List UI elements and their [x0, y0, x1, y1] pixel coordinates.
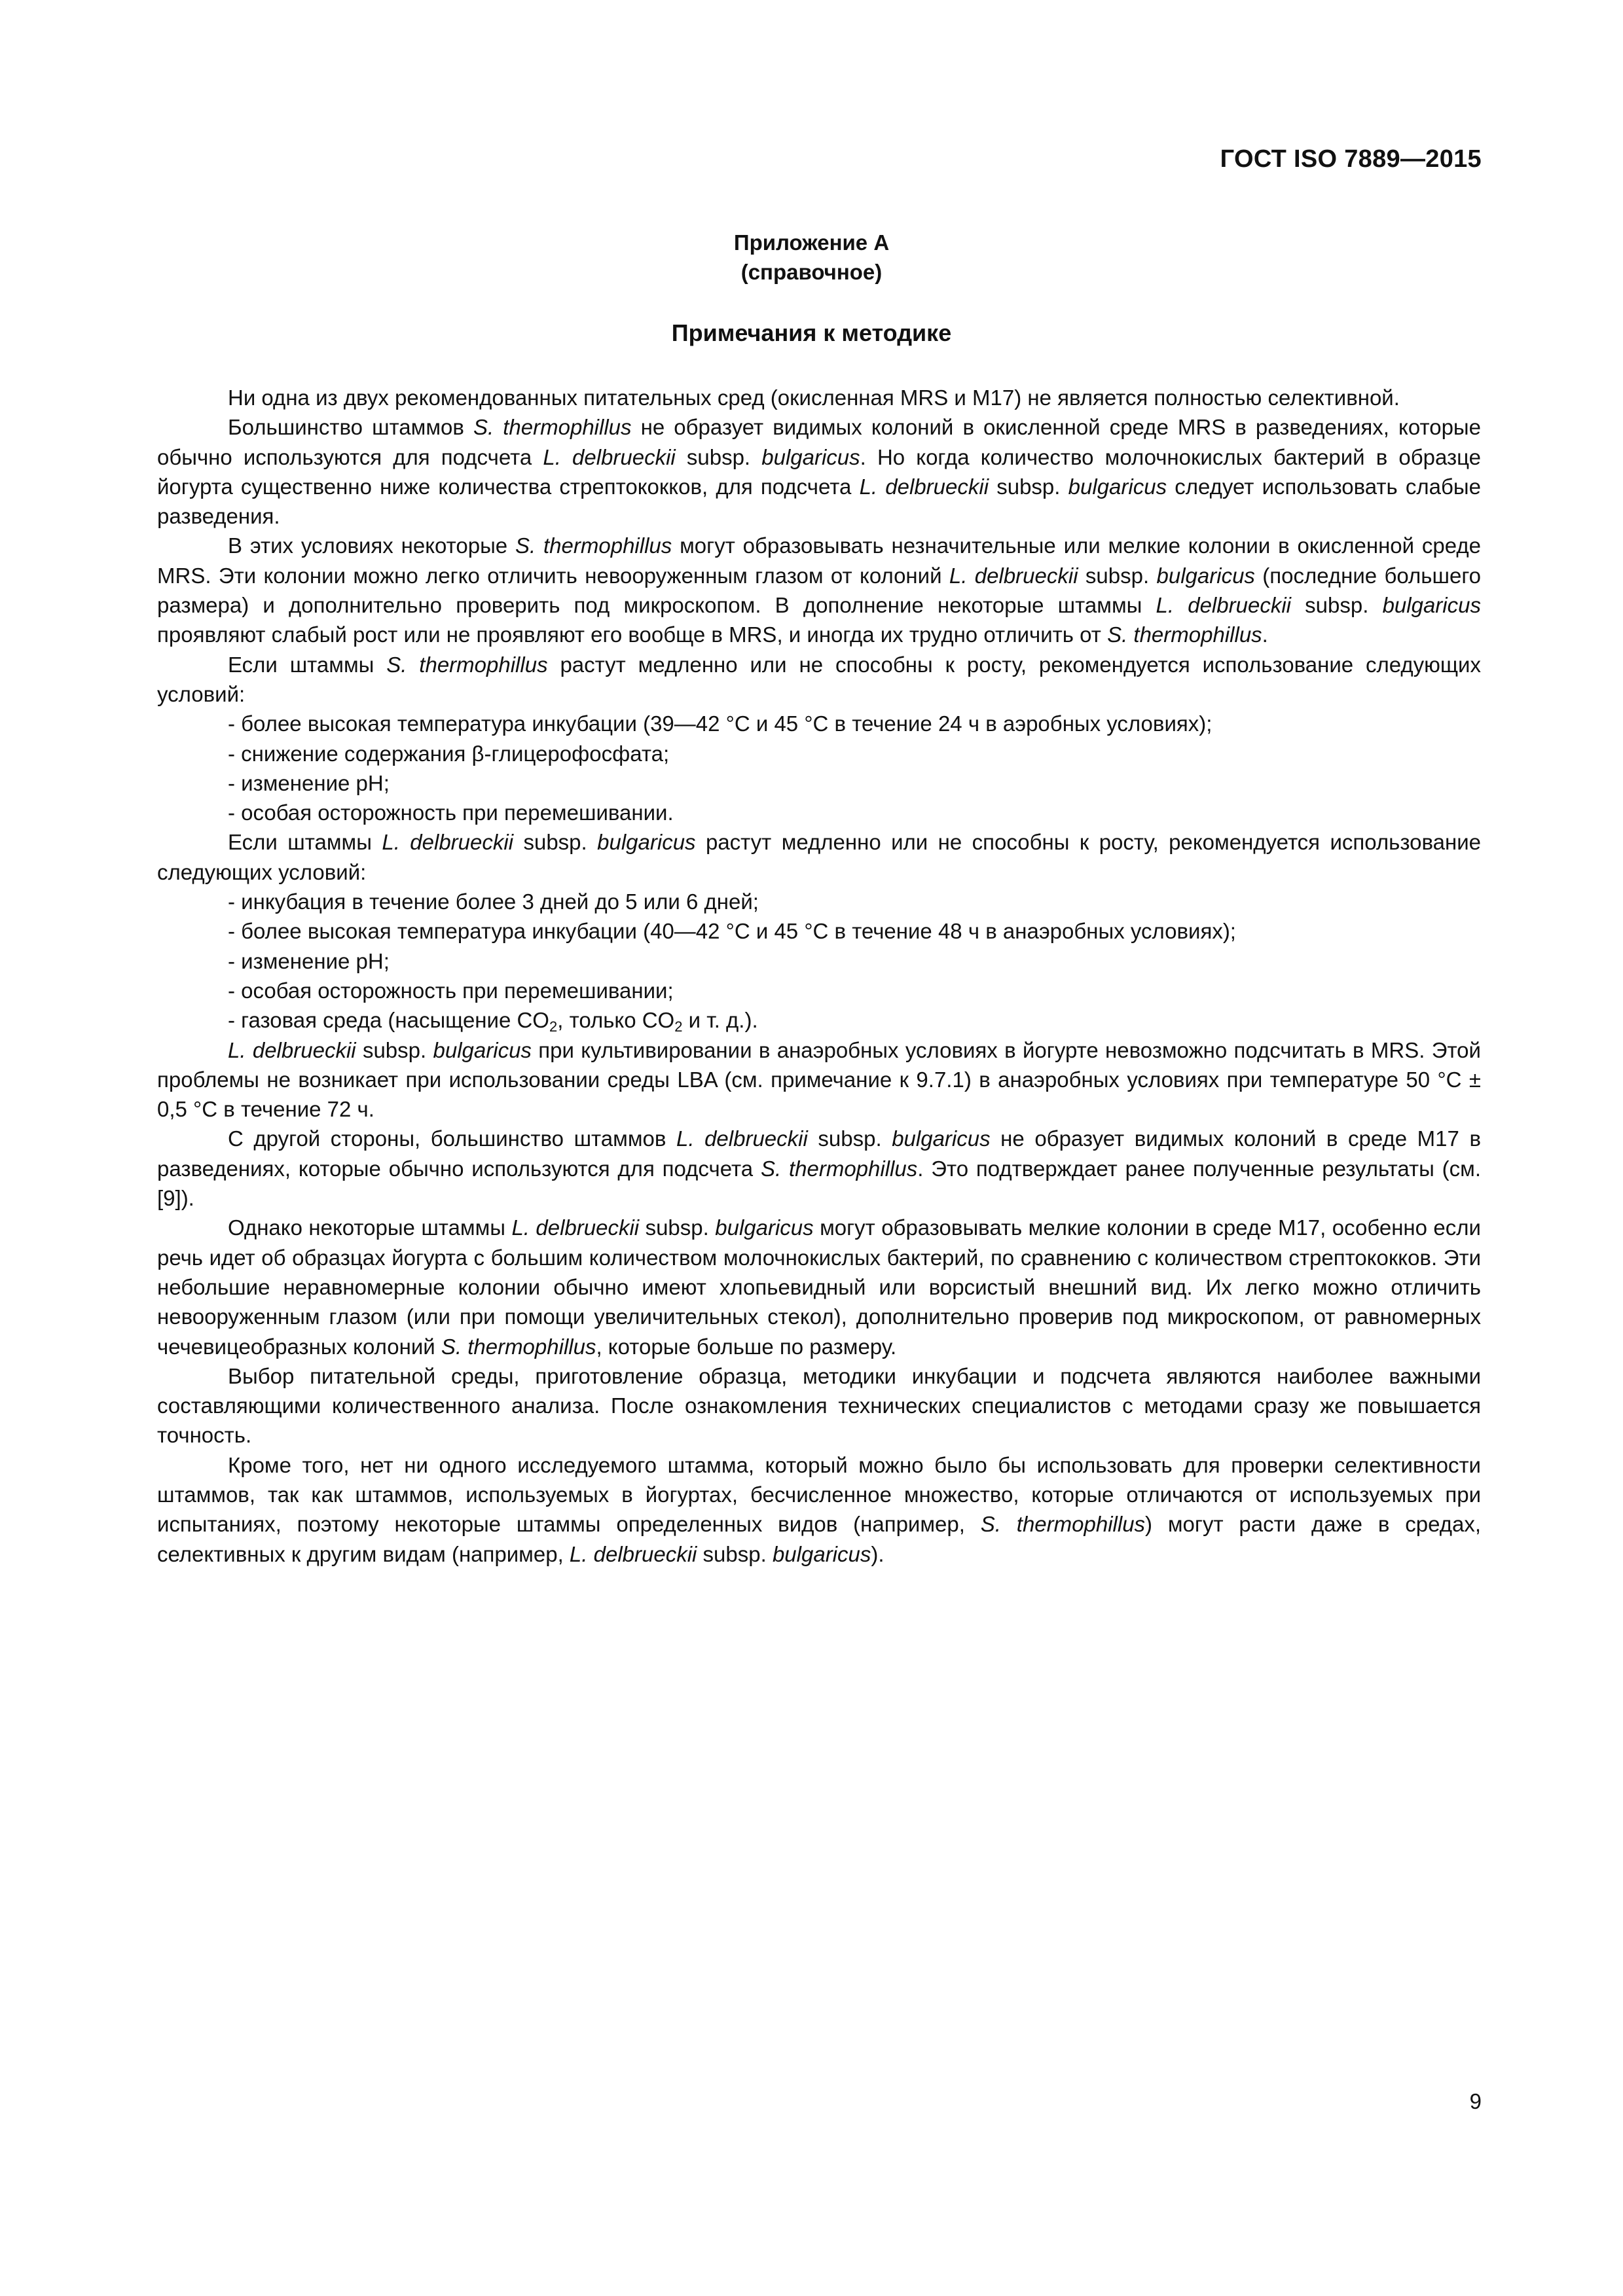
paragraph-1: Ни одна из двух рекомендованных питательных сред (окисленная MRS и M17) не является полностью селективной.: [228, 386, 1400, 410]
paragraph-10: Кроме того, нет ни одного исследуемого штамма, который можно было бы использовать для проверки селективности штаммов, так как штаммов, используемых в йогуртах, бесчисленное множество, которые отличаются от используемых при испытаниях, поэтому некоторые штаммы определенных видов (например, S. thermophillus) могут расти даже в средах, селективных к другим видам (например, L. delbrueckii subsp. bulgaricus).: [157, 1452, 1481, 1566]
list-item: - более высокая температура инкубации (40—42 °C и 45 °C в течение 48 ч в анаэробных условиях);: [228, 919, 1236, 944]
paragraph-5: Если штаммы L. delbrueckii subsp. bulgaricus растут медленно или не способны к росту, рекомендуется использование следующих условий:: [157, 830, 1481, 884]
section-title: Примечания к методике: [671, 319, 952, 346]
paragraph-8: Однако некоторые штаммы L. delbrueckii subsp. bulgaricus могут образовывать мелкие колонии в среде M17, особенно если речь идет об образцах йогурта с большим количеством молочнокислых бактерий, по сравнению с количеством стрептококков. Эти небольшие неравномерные колонии обычно имеют хлопьевидный или ворсистый внешний вид. Их легко можно отличить невооруженным глазом (или при помощи увеличительных стекол), дополнительно проверив под микроскопом, от равномерных чечевицеобразных колоний S. thermophillus, которые больше по размеру.: [157, 1215, 1481, 1359]
list-item: - особая осторожность при перемешивании.: [228, 800, 674, 825]
list-item: - снижение содержания β-глицерофосфата;: [228, 741, 670, 766]
annex-label: Приложение А: [733, 230, 890, 255]
paragraph-9: Выбор питательной среды, приготовление образца, методики инкубации и подсчета являются наиболее важными составляющими количественного анализа. После ознакомления технических специалистов с методами сразу же повышается точность.: [157, 1363, 1481, 1448]
annex-status: (справочное): [740, 260, 883, 284]
paragraph-4: Если штаммы S. thermophillus растут медленно или не способны к росту, рекомендуется использование следующих условий:: [157, 652, 1481, 706]
paragraph-6: L. delbrueckii subsp. bulgaricus при культивировании в анаэробных условиях в йогурте невозможно подсчитать в MRS. Этой проблемы не возникает при использовании среды LBA (см. примечание к 9.7.1) в анаэробных условиях при температуре 50 °C ± 0,5 °C в течение 72 ч.: [157, 1037, 1481, 1122]
document-code: ГОСТ ISO 7889—2015: [1220, 145, 1482, 173]
annex-heading: [0, 228, 1623, 287]
list-item-gas: - газовая среда (насыщение $CO_2$, только $CO_2$ и т. д.).: [228, 1008, 758, 1035]
page-number: 9: [1469, 2089, 1482, 2113]
list-item: - особая осторожность при перемешивании;: [228, 978, 674, 1003]
paragraph-3: В этих условиях некоторые S. thermophillus могут образовывать незначительные или мелкие колонии в окисленной среде MRS. Эти колонии можно легко отличить невооруженным глазом от колоний L. delbrueckii subsp. bulgaricus (последние большего размера) и дополнительно проверить под микроскопом. В дополнение некоторые штаммы L. delbrueckii subsp. bulgaricus проявляют слабый рост или не проявляют его вообще в MRS, и иногда их трудно отличить от S. thermophillus.: [157, 533, 1482, 647]
list-item: - изменение pH;: [228, 770, 390, 795]
paragraph-2: Большинство штаммов S. thermophillus не образует видимых колоний в окисленной среде MRS в разведениях, которые обычно используются для подсчета L. delbrueckii subsp. bulgaricus. Но когда количество молочнокислых бактерий в образце йогурта существенно ниже количества стрептококков, для подсчета L. delbrueckii subsp. bulgaricus следует использовать слабые разведения.: [157, 415, 1481, 529]
list-item: - изменение pH;: [228, 948, 390, 973]
paragraph-7: С другой стороны, большинство штаммов L. delbrueckii subsp. bulgaricus не образует видимых колоний в среде M17 в разведениях, которые обычно используются для подсчета S. thermophillus. Это подтверждает ранее полученные результаты (см. [9]).: [157, 1126, 1482, 1211]
list-item: - инкубация в течение более 3 дней до 5 или 6 дней;: [228, 889, 759, 914]
body-text: [157, 383, 1481, 1569]
list-item: - более высокая температура инкубации (39—42 °C и 45 °C в течение 24 ч в аэробных условиях);: [228, 711, 1213, 736]
